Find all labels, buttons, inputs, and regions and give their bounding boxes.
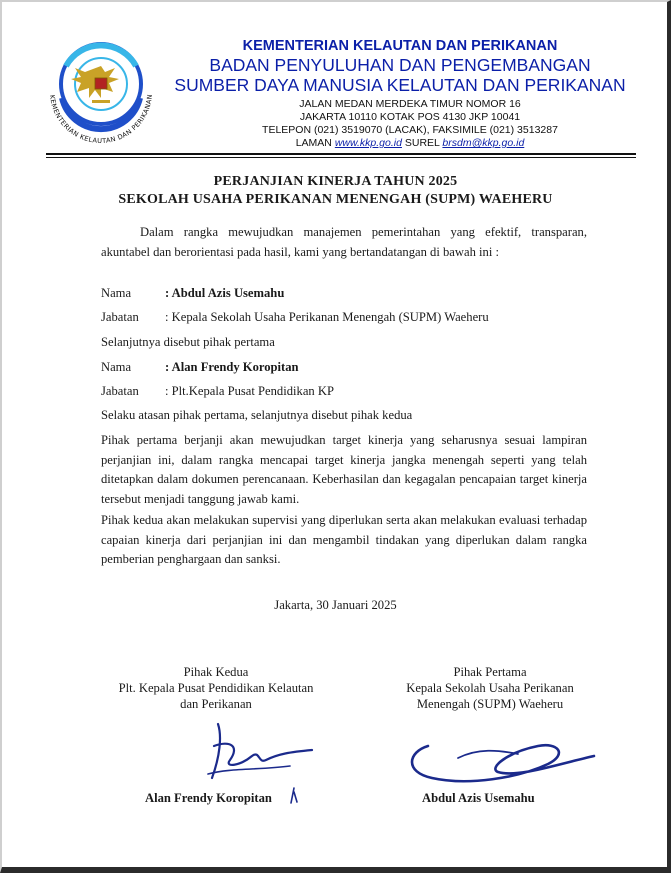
party2-name-row (101, 358, 299, 377)
signing-date: Jakarta, 30 Januari 2025 (274, 598, 397, 612)
agency-name-line1: BADAN PENYULUHAN DAN PENGEMBANGAN (209, 55, 591, 75)
email-link[interactable]: brsdm@kkp.go.id (442, 137, 525, 149)
email-label: SUREL (404, 137, 440, 149)
party2-position-value: : Plt.Kepala Pusat Pendidikan KP (165, 384, 334, 398)
address-line1: JALAN MEDAN MERDEKA TIMUR NOMOR 16 (299, 98, 521, 110)
party2-position-row (101, 382, 334, 401)
address-line2: JAKARTA 10110 KOTAK POS 4130 JKP 10041 (299, 111, 521, 123)
party1-position-row (101, 308, 489, 327)
signature-block-right (380, 664, 600, 712)
contact-line (200, 137, 620, 150)
intro-paragraph: Dalam rangka mewujudkan manajemen pemerintahan yang efektif, transparan, akuntabel dan berorientasi pada hasil, kami yang bertandatangan di bawah ini : (101, 225, 587, 259)
party1-name-value: : Abdul Azis Usemahu (165, 286, 285, 300)
right-handwritten-signature (398, 728, 603, 790)
supervision-paragraph: Pihak kedua akan melakukan supervisi yang diperlukan serta akan melakukan evaluasi terhadap capaian kinerja dari perjanjian ini dan mengambil tindakan yang diperlukan dalam rangka pemberian penghargaan dan sanksi. (101, 513, 587, 567)
party1-position-value: : Kepala Sekolah Usaha Perikanan Menengah (SUPM) Waeheru (165, 310, 489, 324)
signature-block-left (96, 664, 336, 712)
party1-note: Selanjutnya disebut pihak pertama (101, 335, 275, 349)
letterhead-address (200, 98, 620, 150)
phone-line: TELEPON (021) 3519070 (LACAK), FAKSIMILE (021) 3513287 (262, 124, 558, 136)
left-signer-title-line2: dan Perikanan (180, 697, 252, 711)
left-signer-title-line1: Plt. Kepala Pusat Pendidikan Kelautan (118, 681, 314, 695)
party1-name-label: Nama (101, 286, 132, 300)
right-signer-title-line1: Kepala Sekolah Usaha Perikanan (406, 681, 574, 695)
agency-name-line2: SUMBER DAYA MANUSIA KELAUTAN DAN PERIKANAN (174, 75, 626, 95)
party1-position-label: Jabatan (101, 310, 139, 324)
letterhead (160, 37, 640, 95)
letterhead-rule-thick (46, 153, 636, 155)
right-signer-name: Abdul Azis Usemahu (422, 791, 535, 805)
commitment-paragraph: Pihak pertama berjanji akan mewujudkan target kinerja yang seharusnya sesuai lampiran perjanjian ini, dalam rangka mencapai target kinerja jangka menengah seperti yang telah ditetapkan dalam dokumen perencanaan. Keberhasilan dan kegagalan pencapaian target kinerja tersebut menjadi tanggung jawab kami. (101, 433, 587, 506)
document-subtitle: SEKOLAH USAHA PERIKANAN MENENGAH (SUPM) WAEHERU (118, 192, 553, 207)
right-signer-role: Pihak Pertama (453, 665, 527, 679)
left-signer-name: Alan Frendy Koropitan (145, 791, 272, 805)
web-label: LAMAN (295, 137, 332, 149)
initial-mark (288, 786, 300, 806)
letterhead-rule-thin (46, 157, 636, 158)
logo-ring-text: KEMENTERIAN KELAUTAN DAN PERIKANAN (48, 93, 155, 146)
website-link[interactable]: www.kkp.go.id (334, 137, 402, 149)
party2-name-label: Nama (101, 360, 132, 374)
document-title: PERJANJIAN KINERJA TAHUN 2025 (213, 174, 458, 189)
party1-name-row (101, 284, 284, 303)
ministry-logo (40, 38, 162, 146)
party2-position-label: Jabatan (101, 384, 139, 398)
right-signer-title-line2: Menengah (SUPM) Waeheru (416, 697, 564, 711)
ministry-name: KEMENTERIAN KELAUTAN DAN PERIKANAN (242, 38, 558, 54)
left-signer-role: Pihak Kedua (183, 665, 249, 679)
party2-name-value: : Alan Frendy Koropitan (165, 360, 299, 374)
party2-note: Selaku atasan pihak pertama, selanjutnya disebut pihak kedua (101, 408, 413, 422)
left-handwritten-signature (200, 716, 320, 786)
